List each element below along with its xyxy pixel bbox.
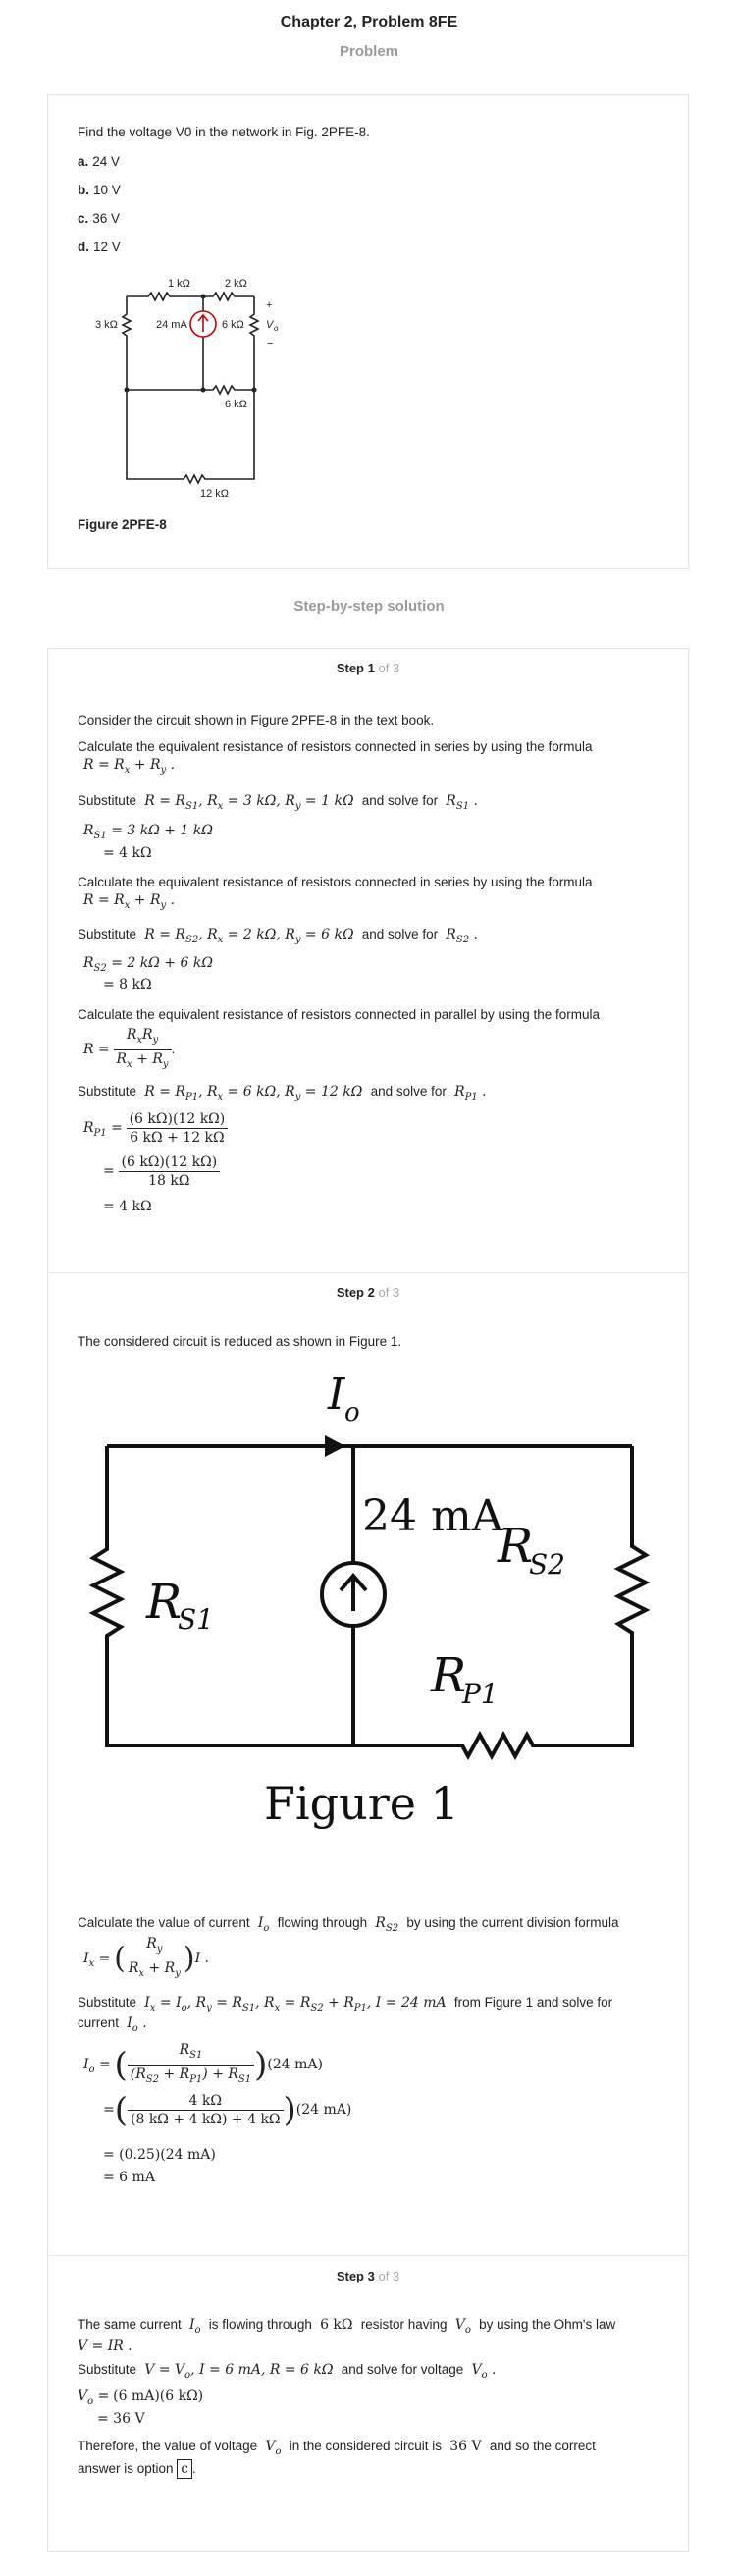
step3-line1: The same current $I_o$ is flowing through 6 kΩ resistor having $V_o$ by using the Ohm's law xyxy=(78,2317,616,2335)
step1-calc-rs2-a: $R_{S2} = 2$ kΩ + 6 kΩ xyxy=(83,955,213,974)
step1-calc-rs1-a: $R_{S1} = 3$ kΩ + 1 kΩ xyxy=(83,823,213,841)
option-b: b. 10 V xyxy=(78,183,121,197)
step2-calc-a: $I_o$ = ( $\frac{R_{S1}}{(R_{S2} + R_{P1}) + R_{S1}}$ )(24 mA) xyxy=(83,2042,323,2085)
fig1-caption: Figure 1 xyxy=(264,1777,459,1830)
problem-card xyxy=(47,94,689,569)
fig1-source-label: 24 mA xyxy=(362,1491,503,1541)
step1-line6: Calculate the equivalent resistance of resistors connected in parallel by using the formula xyxy=(78,1007,601,1022)
step3-calc-a: $V_o = (6$ mA)(6 kΩ) xyxy=(78,2388,204,2407)
step1-calc-rp1-b: = $\frac{(6 k\Omega)(12 k\Omega)}{18 k\Omega}$ xyxy=(103,1154,220,1190)
step1-line2: Calculate the equivalent resistance of resistors connected in series by using the formula xyxy=(78,739,593,754)
step3-line4: answer is option c . xyxy=(78,2461,196,2477)
fig-label-24ma: 24 mA xyxy=(156,319,187,331)
step2-line2: Calculate the value of current $I_o$ flowing through $R_{S2}$ by using the current division formula xyxy=(78,1915,619,1934)
fig-label-2k: 2 kΩ xyxy=(225,278,247,290)
fig-label-3k: 3 kΩ xyxy=(95,319,118,331)
divider-step1 xyxy=(48,1272,688,1273)
step1-heading: Step 1 of 3 xyxy=(336,661,400,675)
option-d: d. 12 V xyxy=(78,240,121,254)
step1-formula-series2: $R = R_x + R_y$ . xyxy=(83,892,176,911)
fig-label-vo: V xyxy=(266,319,274,331)
fig-label-minus: − xyxy=(267,338,274,349)
fig1-rp1-sub: P1 xyxy=(462,1678,499,1710)
step2-line3: Substitute $I_x = I_o$, $R_y = R_{S1}$, $R_x = R_{S2} + R_{P1}$, I = 24 mA from Figure 1 and solve for xyxy=(78,1995,613,2013)
fig1-rp1-label: R xyxy=(431,1648,467,1703)
step2-heading: Step 2 of 3 xyxy=(336,1285,400,1300)
answer-box: c xyxy=(177,2459,192,2479)
fig-label-plus: + xyxy=(266,299,273,311)
option-c: c. 36 V xyxy=(78,211,121,226)
step1-formula-series1: $R = R_x + R_y$ . xyxy=(83,757,176,776)
step2-calc-c: = (0.25)(24 mA) xyxy=(103,2147,216,2163)
step3-heading: Step 3 of 3 xyxy=(336,2269,400,2283)
fig1-io-label: I xyxy=(328,1369,345,1420)
step2-formula-divider: $I_x$ = ( $\frac{R_y}{R_x + R_y}$ )I . xyxy=(83,1936,210,1979)
figure-caption: Figure 2PFE-8 xyxy=(78,517,167,532)
page-title: Chapter 2, Problem 8FE xyxy=(280,14,458,30)
fig-label-6k-mid: 6 kΩ xyxy=(225,399,247,410)
step1-formula-parallel: R = $\frac{R_xR_y}{R_x + R_y}$ . xyxy=(83,1027,176,1070)
divider-step2 xyxy=(48,2255,688,2256)
problem-section-label: Problem xyxy=(339,43,398,60)
figure1-circuit xyxy=(68,1358,676,1888)
fig1-rs1-sub: S1 xyxy=(178,1603,214,1636)
step1-calc-rs2-b: = 8 kΩ xyxy=(103,977,152,993)
fig1-rs1-label: R xyxy=(146,1575,183,1630)
fig1-rs2-sub: S2 xyxy=(529,1548,565,1581)
step3-line3: Therefore, the value of voltage $V_o$ in the considered circuit is 36 V and so the correct xyxy=(78,2439,596,2457)
step3-calc-b: = 36 V xyxy=(97,2411,145,2427)
step2-calc-b: =( $\frac{4 k\Omega}{(8 k\Omega + 4 k\Omega) + 4 k\Omega}$ )(24 mA) xyxy=(103,2090,352,2130)
step2-line3-cont: current $I_o$ . xyxy=(78,2015,147,2034)
step1-calc-rp1-c: = 4 kΩ xyxy=(103,1199,152,1214)
step1-line5: Substitute $R = R_{S2}$, $R_x = 2$ kΩ, $R_y = 6$ kΩ and solve for $R_{S2}$ . xyxy=(78,927,478,945)
solution-card xyxy=(47,648,689,2552)
option-a: a. 24 V xyxy=(78,154,121,169)
circuit-figure xyxy=(87,275,313,501)
fig1-io-sub: o xyxy=(344,1398,360,1427)
solution-section-label: Step-by-step solution xyxy=(293,598,445,615)
step1-calc-rp1-a: $R_{P1}$ = $\frac{(6 k\Omega)(12 k\Omega)}{6 k\Omega + 12 k\Omega}$ xyxy=(83,1110,228,1147)
fig1-rs2-label: R xyxy=(498,1519,534,1574)
step2-calc-d: = 6 mA xyxy=(103,2170,155,2185)
fig-label-6k-right: 6 kΩ xyxy=(222,319,244,331)
fig-label-1k: 1 kΩ xyxy=(168,278,190,290)
step1-calc-rs1-b: = 4 kΩ xyxy=(103,845,152,861)
fig-label-12k: 12 kΩ xyxy=(200,488,230,500)
step1-line3: Substitute $R = R_{S1}$, $R_x = 3$ kΩ, $R_y = 1$ kΩ and solve for $R_{S1}$ . xyxy=(78,793,478,812)
step3-ohms-law: V = IR . xyxy=(78,2338,132,2354)
step1-line1: Consider the circuit shown in Figure 2PFE-8 in the text book. xyxy=(78,713,435,727)
step2-line1: The considered circuit is reduced as shown in Figure 1. xyxy=(78,1334,402,1349)
fig-label-vo-sub: o xyxy=(274,324,279,333)
question-text: Find the voltage V0 in the network in Fig. 2PFE-8. xyxy=(78,125,370,139)
step1-line7: Substitute $R = R_{P1}$, $R_x = 6$ kΩ, $R_y = 12$ kΩ and solve for $R_{P1}$ . xyxy=(78,1084,487,1102)
step3-line2: Substitute $V = V_o$, I = 6 mA, R = 6 kΩ and solve for voltage $V_o$ . xyxy=(78,2362,497,2381)
step1-line4: Calculate the equivalent resistance of resistors connected in series by using the formula xyxy=(78,875,593,889)
